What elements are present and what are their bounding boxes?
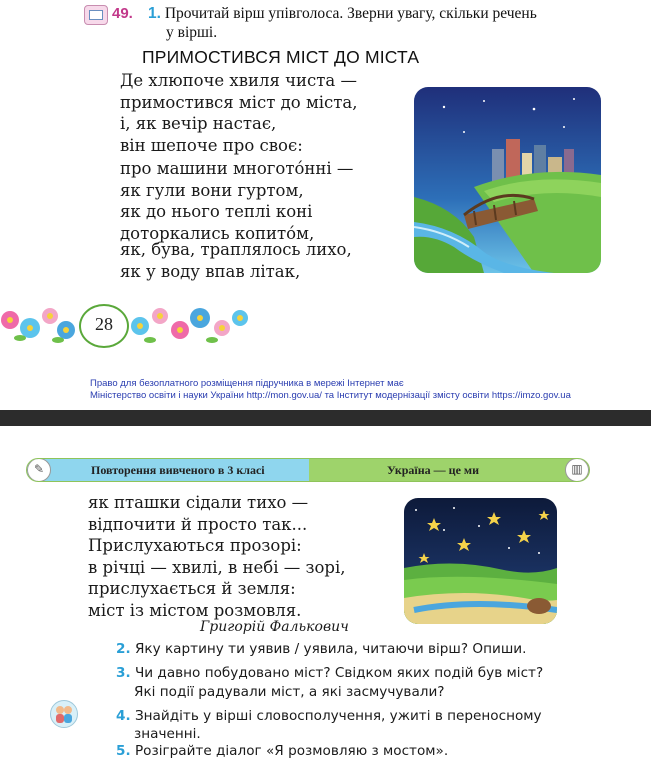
question-number: 2. xyxy=(116,641,131,657)
poem-stanza-1 xyxy=(120,70,358,156)
poem-line: як гули вони гуртом, xyxy=(120,180,304,200)
notebook-icon xyxy=(84,5,108,25)
question-3 xyxy=(116,664,543,683)
poem-line: міст із містом розмовля. xyxy=(88,600,302,620)
poem-line: в річці — хвилі, в небі — зорі, xyxy=(88,557,346,577)
poem-line: доторкались копито́м, xyxy=(120,223,315,243)
poem-author: Григорій Фалькович xyxy=(200,619,349,635)
exercise-number: 49. xyxy=(112,5,133,22)
poem-stanza-3 xyxy=(120,239,352,282)
task-number: 1. xyxy=(148,5,161,22)
section-header-left-text: Повторення вивченого в 3 класі xyxy=(91,463,265,477)
poem-stanza-4 xyxy=(88,492,346,621)
question-text: Яку картину ти уявив / уявила, читаючи вірш? Опиши. xyxy=(134,641,527,657)
section-header-right-text: Україна — це ми xyxy=(387,463,479,477)
poem-line: як пташки сідали тихо — xyxy=(88,493,309,512)
question-4-line2: значенні. xyxy=(134,726,201,742)
question-2 xyxy=(116,640,526,659)
question-number: 4. xyxy=(116,708,131,724)
question-number: 5. xyxy=(116,743,131,759)
page-divider xyxy=(0,410,651,426)
book-icon: ▥ xyxy=(565,458,589,482)
night-sky-illustration xyxy=(404,498,557,624)
question-5 xyxy=(116,742,448,761)
question-text: Чи давно побудовано міст? Свідком яких подій був міст? xyxy=(134,665,544,681)
poem-stanza-2 xyxy=(120,158,353,244)
poem-line: про машини многото́нні — xyxy=(120,159,354,178)
poem-line: примостився міст до міста, xyxy=(120,92,358,112)
question-text: Розіграйте діалог «Я розмовляю з мостом». xyxy=(134,743,449,759)
legal-notice-line1: Право для безоплатного розміщення підручника в мережі Інтернет має xyxy=(90,378,404,389)
poem-line: відпочити й просто так... xyxy=(88,514,308,534)
poem-line: і, як вечір настає, xyxy=(120,114,277,133)
poem-line: як, бува, траплялось лихо, xyxy=(120,240,352,259)
question-text: Знайдіть у вірші словосполучення, ужиті в переносному xyxy=(134,708,542,724)
city-bridge-illustration xyxy=(414,87,601,273)
question-3-line2: Які події радували міст, а які засмучували? xyxy=(134,684,445,700)
pen-icon: ✎ xyxy=(27,458,51,482)
poem-line: Прислухаються прозорі: xyxy=(88,536,302,555)
question-4 xyxy=(116,707,542,726)
task-text-line1: Прочитай вірш упівголоса. Зверни увагу, скільки речень xyxy=(164,5,537,22)
page-number: 28 xyxy=(95,314,113,334)
poem-line: як до нього теплі коні xyxy=(120,202,313,221)
section-header xyxy=(26,458,590,482)
poem-line: як у воду впав літак, xyxy=(120,261,301,281)
poem-line: він шепоче про своє: xyxy=(120,135,303,155)
poem-title: ПРИМОСТИВСЯ МІСТ ДО МІСТА xyxy=(142,47,420,67)
pair-work-icon xyxy=(50,700,78,728)
task-1 xyxy=(148,5,537,23)
poem-line: Де хлюпоче хвиля чиста — xyxy=(120,71,358,90)
question-number: 3. xyxy=(116,665,131,681)
task-text-line2: у вірші. xyxy=(166,24,218,41)
poem-line: прислухається й земля: xyxy=(88,579,296,598)
legal-notice-line2: Міністерство освіти і науки України http://mon.gov.ua/ та Інститут модернізації змісту освіти https://imzo.gov.ua xyxy=(90,390,571,401)
